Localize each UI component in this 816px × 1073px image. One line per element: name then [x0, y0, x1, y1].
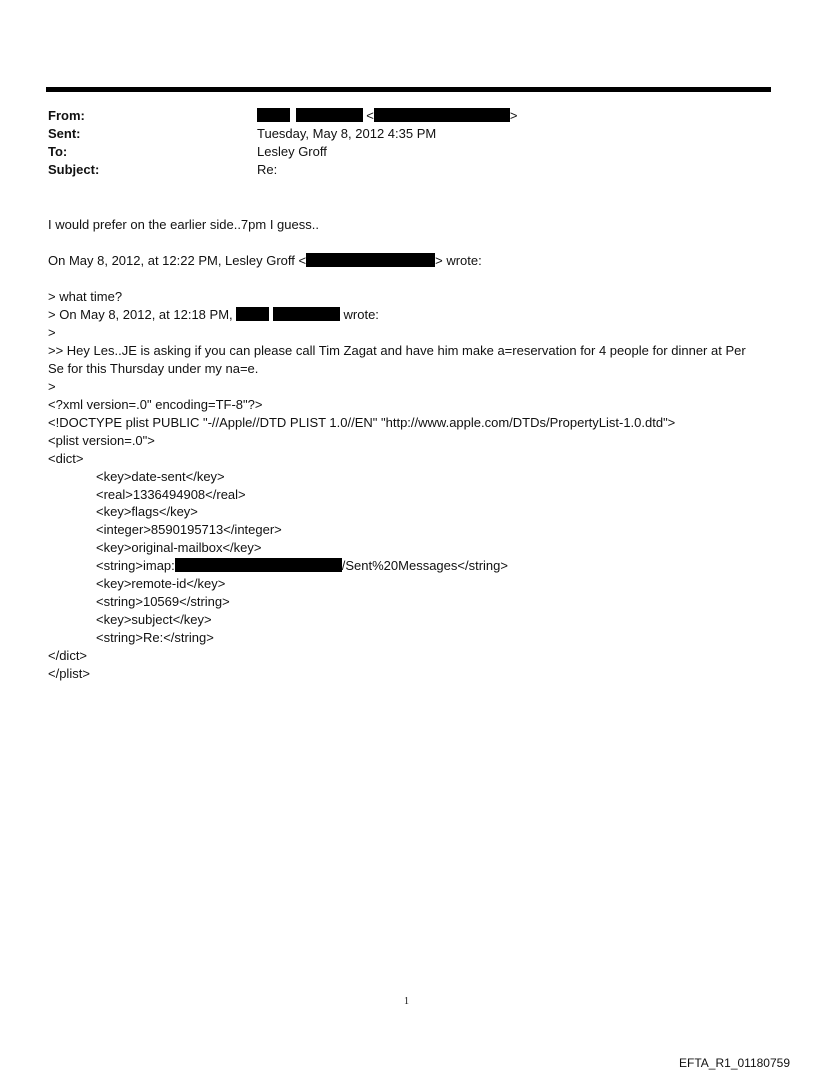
from-gt: >: [509, 108, 518, 123]
xml-line: <!DOCTYPE plist PUBLIC "-//Apple//DTD PLIST 1.0//EN" "http://www.apple.com/DTDs/PropertyList-1.0.dtd">: [48, 415, 676, 430]
from-lt: <: [366, 108, 374, 123]
redaction-block: [306, 253, 435, 267]
from-value: [257, 107, 517, 125]
xml-line: <string>Re:</string>: [96, 630, 214, 645]
xml-line: <real>1336494908</real>: [96, 487, 246, 502]
body-line: I would prefer on the earlier side..7pm I guess..: [48, 217, 319, 232]
xml-line: [96, 557, 508, 575]
xml-line: <key>date-sent</key>: [96, 469, 225, 484]
sent-label: Sent:: [48, 126, 81, 141]
redaction-block: [273, 307, 340, 321]
quoted-line: >> Hey Les..JE is asking if you can please call Tim Zagat and have him make a=reservation for 4 people for dinner at Per: [48, 343, 746, 358]
redaction-block: [257, 108, 290, 122]
from-label: From:: [48, 108, 85, 123]
xml-line: </dict>: [48, 648, 88, 663]
xml-line: <integer>8590195713</integer>: [96, 522, 282, 537]
xml-line: </plist>: [48, 666, 90, 681]
quoted-attribution-suffix: wrote:: [343, 307, 379, 322]
quoted-line: >: [48, 325, 56, 340]
page-number: 1: [404, 996, 409, 1007]
xml-line: <key>remote-id</key>: [96, 576, 226, 591]
subject-label: Subject:: [48, 162, 100, 177]
subject-value: Re:: [257, 162, 278, 177]
quoted-line: >: [48, 379, 56, 394]
redaction-block: [175, 558, 342, 572]
quoted-line: Se for this Thursday under my na=e.: [48, 361, 259, 376]
xml-line: <dict>: [48, 451, 84, 466]
to-label: To:: [48, 144, 68, 159]
redaction-block: [296, 108, 363, 122]
quoted-attribution: [48, 306, 379, 324]
xml-line: <string>10569</string>: [96, 594, 230, 609]
quote-attribution: [48, 252, 482, 270]
redaction-block: [374, 108, 510, 122]
imap-prefix: <string>imap:: [96, 558, 175, 573]
attribution-suffix: > wrote:: [435, 253, 482, 268]
header-rule: [46, 87, 771, 92]
imap-suffix: /Sent%20Messages</string>: [341, 558, 508, 573]
redaction-block: [236, 307, 269, 321]
quoted-line: > what time?: [48, 289, 123, 304]
xml-line: <?xml version=.0" encoding=TF-8"?>: [48, 397, 263, 412]
bates-number: EFTA_R1_01180759: [679, 1056, 790, 1070]
xml-line: <key>flags</key>: [96, 504, 198, 519]
attribution-prefix: On May 8, 2012, at 12:22 PM, Lesley Groff <: [48, 253, 307, 268]
xml-line: <key>original-mailbox</key>: [96, 540, 262, 555]
sent-value: Tuesday, May 8, 2012 4:35 PM: [257, 126, 437, 141]
quoted-attribution-prefix: > On May 8, 2012, at 12:18 PM,: [48, 307, 233, 322]
to-value: Lesley Groff: [257, 144, 327, 159]
xml-line: <key>subject</key>: [96, 612, 212, 627]
xml-line: <plist version=.0">: [48, 433, 155, 448]
